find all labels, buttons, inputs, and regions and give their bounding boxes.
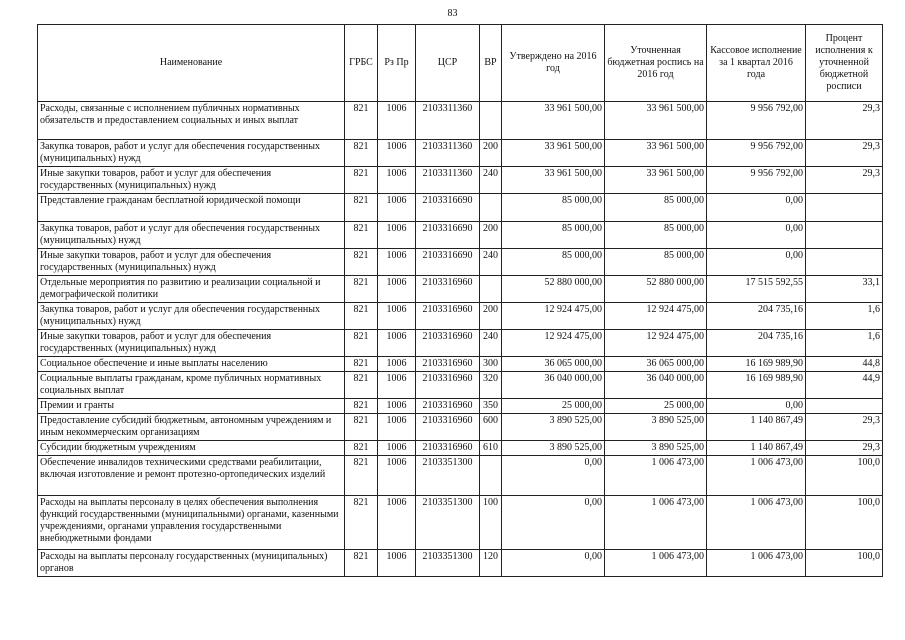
row-grbs-cell: 821 <box>345 456 378 496</box>
row-name-cell: Социальное обеспечение и иные выплаты населению <box>38 357 345 372</box>
row-vr-cell: 300 <box>480 357 502 372</box>
row-vr-cell: 200 <box>480 222 502 249</box>
row-name-cell: Расходы, связанные с исполнением публичных нормативных обязательств и предоставлением социальных и иных выплат <box>38 102 345 140</box>
row-revised-cell: 1 006 473,00 <box>605 550 707 577</box>
row-grbs-cell: 821 <box>345 102 378 140</box>
table-row <box>38 276 883 303</box>
row-approved-cell: 0,00 <box>502 456 605 496</box>
header-revised: Уточненная бюджетная роспись на 2016 год <box>605 25 707 102</box>
row-percent-cell: 100,0 <box>806 550 883 577</box>
row-name-cell: Премии и гранты <box>38 399 345 414</box>
row-approved-cell: 85 000,00 <box>502 194 605 222</box>
header-rzpr: Рз Пр <box>378 25 416 102</box>
table-header-row <box>38 25 883 102</box>
table-row <box>38 399 883 414</box>
table-row <box>38 303 883 330</box>
row-percent-cell: 44,9 <box>806 372 883 399</box>
row-grbs-cell: 821 <box>345 303 378 330</box>
row-grbs-cell: 821 <box>345 372 378 399</box>
table-body <box>38 102 883 577</box>
row-cash-cell: 16 169 989,90 <box>707 372 806 399</box>
row-csr-cell: 2103351300 <box>416 496 480 550</box>
row-vr-cell: 600 <box>480 414 502 441</box>
row-approved-cell: 33 961 500,00 <box>502 140 605 167</box>
row-approved-cell: 52 880 000,00 <box>502 276 605 303</box>
row-percent-cell: 100,0 <box>806 496 883 550</box>
row-percent-cell: 1,6 <box>806 330 883 357</box>
row-revised-cell: 1 006 473,00 <box>605 456 707 496</box>
row-csr-cell: 2103316960 <box>416 414 480 441</box>
row-name-cell: Закупка товаров, работ и услуг для обеспечения государственных (муниципальных) нужд <box>38 140 345 167</box>
row-percent-cell: 1,6 <box>806 303 883 330</box>
row-csr-cell: 2103316960 <box>416 276 480 303</box>
row-name-cell: Закупка товаров, работ и услуг для обеспечения государственных (муниципальных) нужд <box>38 303 345 330</box>
row-percent-cell <box>806 194 883 222</box>
row-percent-cell: 100,0 <box>806 456 883 496</box>
table-row <box>38 456 883 496</box>
row-csr-cell: 2103316960 <box>416 330 480 357</box>
budget-table <box>37 24 883 577</box>
row-approved-cell: 33 961 500,00 <box>502 167 605 194</box>
table-row <box>38 414 883 441</box>
row-approved-cell: 25 000,00 <box>502 399 605 414</box>
table-row <box>38 357 883 372</box>
row-cash-cell: 1 006 473,00 <box>707 550 806 577</box>
row-vr-cell: 350 <box>480 399 502 414</box>
row-csr-cell: 2103311360 <box>416 140 480 167</box>
row-grbs-cell: 821 <box>345 550 378 577</box>
row-revised-cell: 85 000,00 <box>605 222 707 249</box>
row-vr-cell <box>480 456 502 496</box>
row-rzpr-cell: 1006 <box>378 102 416 140</box>
row-grbs-cell: 821 <box>345 399 378 414</box>
row-vr-cell: 120 <box>480 550 502 577</box>
row-percent-cell: 33,1 <box>806 276 883 303</box>
row-percent-cell <box>806 399 883 414</box>
row-vr-cell: 240 <box>480 330 502 357</box>
row-approved-cell: 0,00 <box>502 550 605 577</box>
row-revised-cell: 1 006 473,00 <box>605 496 707 550</box>
row-grbs-cell: 821 <box>345 414 378 441</box>
table-row <box>38 102 883 140</box>
row-approved-cell: 0,00 <box>502 496 605 550</box>
row-vr-cell: 240 <box>480 249 502 276</box>
row-revised-cell: 12 924 475,00 <box>605 303 707 330</box>
row-approved-cell: 12 924 475,00 <box>502 330 605 357</box>
table-row <box>38 140 883 167</box>
table-row <box>38 372 883 399</box>
row-cash-cell: 1 006 473,00 <box>707 456 806 496</box>
row-name-cell: Отдельные мероприятия по развитию и реализации социальной и демографической политики <box>38 276 345 303</box>
row-percent-cell: 29,3 <box>806 102 883 140</box>
row-csr-cell: 2103316960 <box>416 357 480 372</box>
row-cash-cell: 204 735,16 <box>707 330 806 357</box>
table-row <box>38 330 883 357</box>
row-cash-cell: 9 956 792,00 <box>707 102 806 140</box>
row-cash-cell: 0,00 <box>707 194 806 222</box>
row-rzpr-cell: 1006 <box>378 372 416 399</box>
row-cash-cell: 0,00 <box>707 222 806 249</box>
row-rzpr-cell: 1006 <box>378 303 416 330</box>
row-name-cell: Закупка товаров, работ и услуг для обеспечения государственных (муниципальных) нужд <box>38 222 345 249</box>
row-rzpr-cell: 1006 <box>378 222 416 249</box>
row-percent-cell: 29,3 <box>806 167 883 194</box>
row-name-cell: Социальные выплаты гражданам, кроме публичных нормативных социальных выплат <box>38 372 345 399</box>
row-csr-cell: 2103351300 <box>416 550 480 577</box>
row-approved-cell: 3 890 525,00 <box>502 441 605 456</box>
row-approved-cell: 36 065 000,00 <box>502 357 605 372</box>
table-row <box>38 167 883 194</box>
row-vr-cell <box>480 276 502 303</box>
row-vr-cell: 320 <box>480 372 502 399</box>
table-row <box>38 249 883 276</box>
row-grbs-cell: 821 <box>345 194 378 222</box>
header-percent: Процент исполнения к уточненной бюджетной росписи <box>806 25 883 102</box>
row-cash-cell: 0,00 <box>707 399 806 414</box>
row-vr-cell <box>480 194 502 222</box>
row-name-cell: Иные закупки товаров, работ и услуг для обеспечения государственных (муниципальных) нужд <box>38 167 345 194</box>
row-revised-cell: 85 000,00 <box>605 194 707 222</box>
row-cash-cell: 1 006 473,00 <box>707 496 806 550</box>
row-approved-cell: 12 924 475,00 <box>502 303 605 330</box>
row-cash-cell: 9 956 792,00 <box>707 140 806 167</box>
row-csr-cell: 2103316960 <box>416 441 480 456</box>
row-vr-cell: 100 <box>480 496 502 550</box>
row-revised-cell: 25 000,00 <box>605 399 707 414</box>
table-row <box>38 496 883 550</box>
row-name-cell: Иные закупки товаров, работ и услуг для обеспечения государственных (муниципальных) нужд <box>38 330 345 357</box>
row-csr-cell: 2103311360 <box>416 167 480 194</box>
table-row <box>38 441 883 456</box>
row-revised-cell: 33 961 500,00 <box>605 140 707 167</box>
row-revised-cell: 33 961 500,00 <box>605 102 707 140</box>
table-row <box>38 222 883 249</box>
row-grbs-cell: 821 <box>345 140 378 167</box>
row-rzpr-cell: 1006 <box>378 496 416 550</box>
header-name: Наименование <box>38 25 345 102</box>
row-approved-cell: 85 000,00 <box>502 222 605 249</box>
row-grbs-cell: 821 <box>345 276 378 303</box>
row-vr-cell: 200 <box>480 303 502 330</box>
row-vr-cell: 610 <box>480 441 502 456</box>
row-cash-cell: 17 515 592,55 <box>707 276 806 303</box>
row-csr-cell: 2103316690 <box>416 222 480 249</box>
row-grbs-cell: 821 <box>345 222 378 249</box>
row-rzpr-cell: 1006 <box>378 330 416 357</box>
row-cash-cell: 9 956 792,00 <box>707 167 806 194</box>
page-number: 83 <box>447 8 458 19</box>
row-percent-cell <box>806 222 883 249</box>
row-approved-cell: 3 890 525,00 <box>502 414 605 441</box>
row-cash-cell: 1 140 867,49 <box>707 414 806 441</box>
row-percent-cell: 29,3 <box>806 441 883 456</box>
row-rzpr-cell: 1006 <box>378 550 416 577</box>
row-csr-cell: 2103311360 <box>416 102 480 140</box>
header-grbs: ГРБС <box>345 25 378 102</box>
row-revised-cell: 36 040 000,00 <box>605 372 707 399</box>
row-rzpr-cell: 1006 <box>378 276 416 303</box>
row-grbs-cell: 821 <box>345 496 378 550</box>
row-name-cell: Представление гражданам бесплатной юридической помощи <box>38 194 345 222</box>
row-csr-cell: 2103316690 <box>416 249 480 276</box>
header-csr: ЦСР <box>416 25 480 102</box>
row-name-cell: Расходы на выплаты персоналу в целях обеспечения выполнения функций государственными (муниципальными) органами, казенными учреждениями, органами управления государственными внебюджетными фондами <box>38 496 345 550</box>
row-revised-cell: 3 890 525,00 <box>605 414 707 441</box>
row-revised-cell: 33 961 500,00 <box>605 167 707 194</box>
row-csr-cell: 2103316960 <box>416 303 480 330</box>
row-name-cell: Субсидии бюджетным учреждениям <box>38 441 345 456</box>
row-revised-cell: 3 890 525,00 <box>605 441 707 456</box>
row-revised-cell: 12 924 475,00 <box>605 330 707 357</box>
row-cash-cell: 0,00 <box>707 249 806 276</box>
table-row <box>38 550 883 577</box>
row-cash-cell: 16 169 989,90 <box>707 357 806 372</box>
row-rzpr-cell: 1006 <box>378 414 416 441</box>
header-cash: Кассовое исполнение за 1 квартал 2016 года <box>707 25 806 102</box>
row-vr-cell <box>480 102 502 140</box>
row-grbs-cell: 821 <box>345 249 378 276</box>
row-name-cell: Иные закупки товаров, работ и услуг для обеспечения государственных (муниципальных) нужд <box>38 249 345 276</box>
row-csr-cell: 2103316690 <box>416 194 480 222</box>
row-percent-cell: 29,3 <box>806 414 883 441</box>
row-revised-cell: 36 065 000,00 <box>605 357 707 372</box>
row-percent-cell <box>806 249 883 276</box>
row-rzpr-cell: 1006 <box>378 140 416 167</box>
row-vr-cell: 240 <box>480 167 502 194</box>
row-grbs-cell: 821 <box>345 330 378 357</box>
row-cash-cell: 204 735,16 <box>707 303 806 330</box>
header-approved: Утверждено на 2016 год <box>502 25 605 102</box>
row-approved-cell: 36 040 000,00 <box>502 372 605 399</box>
row-csr-cell: 2103351300 <box>416 456 480 496</box>
row-percent-cell: 44,8 <box>806 357 883 372</box>
row-approved-cell: 33 961 500,00 <box>502 102 605 140</box>
row-name-cell: Предоставление субсидий бюджетным, автономным учреждениям и иным некоммерческим организациям <box>38 414 345 441</box>
row-rzpr-cell: 1006 <box>378 167 416 194</box>
row-grbs-cell: 821 <box>345 441 378 456</box>
row-grbs-cell: 821 <box>345 357 378 372</box>
row-rzpr-cell: 1006 <box>378 249 416 276</box>
row-rzpr-cell: 1006 <box>378 357 416 372</box>
row-csr-cell: 2103316960 <box>416 372 480 399</box>
row-revised-cell: 85 000,00 <box>605 249 707 276</box>
row-approved-cell: 85 000,00 <box>502 249 605 276</box>
row-rzpr-cell: 1006 <box>378 194 416 222</box>
row-rzpr-cell: 1006 <box>378 456 416 496</box>
row-percent-cell: 29,3 <box>806 140 883 167</box>
row-vr-cell: 200 <box>480 140 502 167</box>
table-row <box>38 194 883 222</box>
row-cash-cell: 1 140 867,49 <box>707 441 806 456</box>
row-name-cell: Обеспечение инвалидов техническими средствами реабилитации, включая изготовление и ремонт протезно-ортопедических изделий <box>38 456 345 496</box>
row-name-cell: Расходы на выплаты персоналу государственных (муниципальных) органов <box>38 550 345 577</box>
row-grbs-cell: 821 <box>345 167 378 194</box>
row-revised-cell: 52 880 000,00 <box>605 276 707 303</box>
row-csr-cell: 2103316960 <box>416 399 480 414</box>
row-rzpr-cell: 1006 <box>378 399 416 414</box>
header-vr: ВР <box>480 25 502 102</box>
row-rzpr-cell: 1006 <box>378 441 416 456</box>
